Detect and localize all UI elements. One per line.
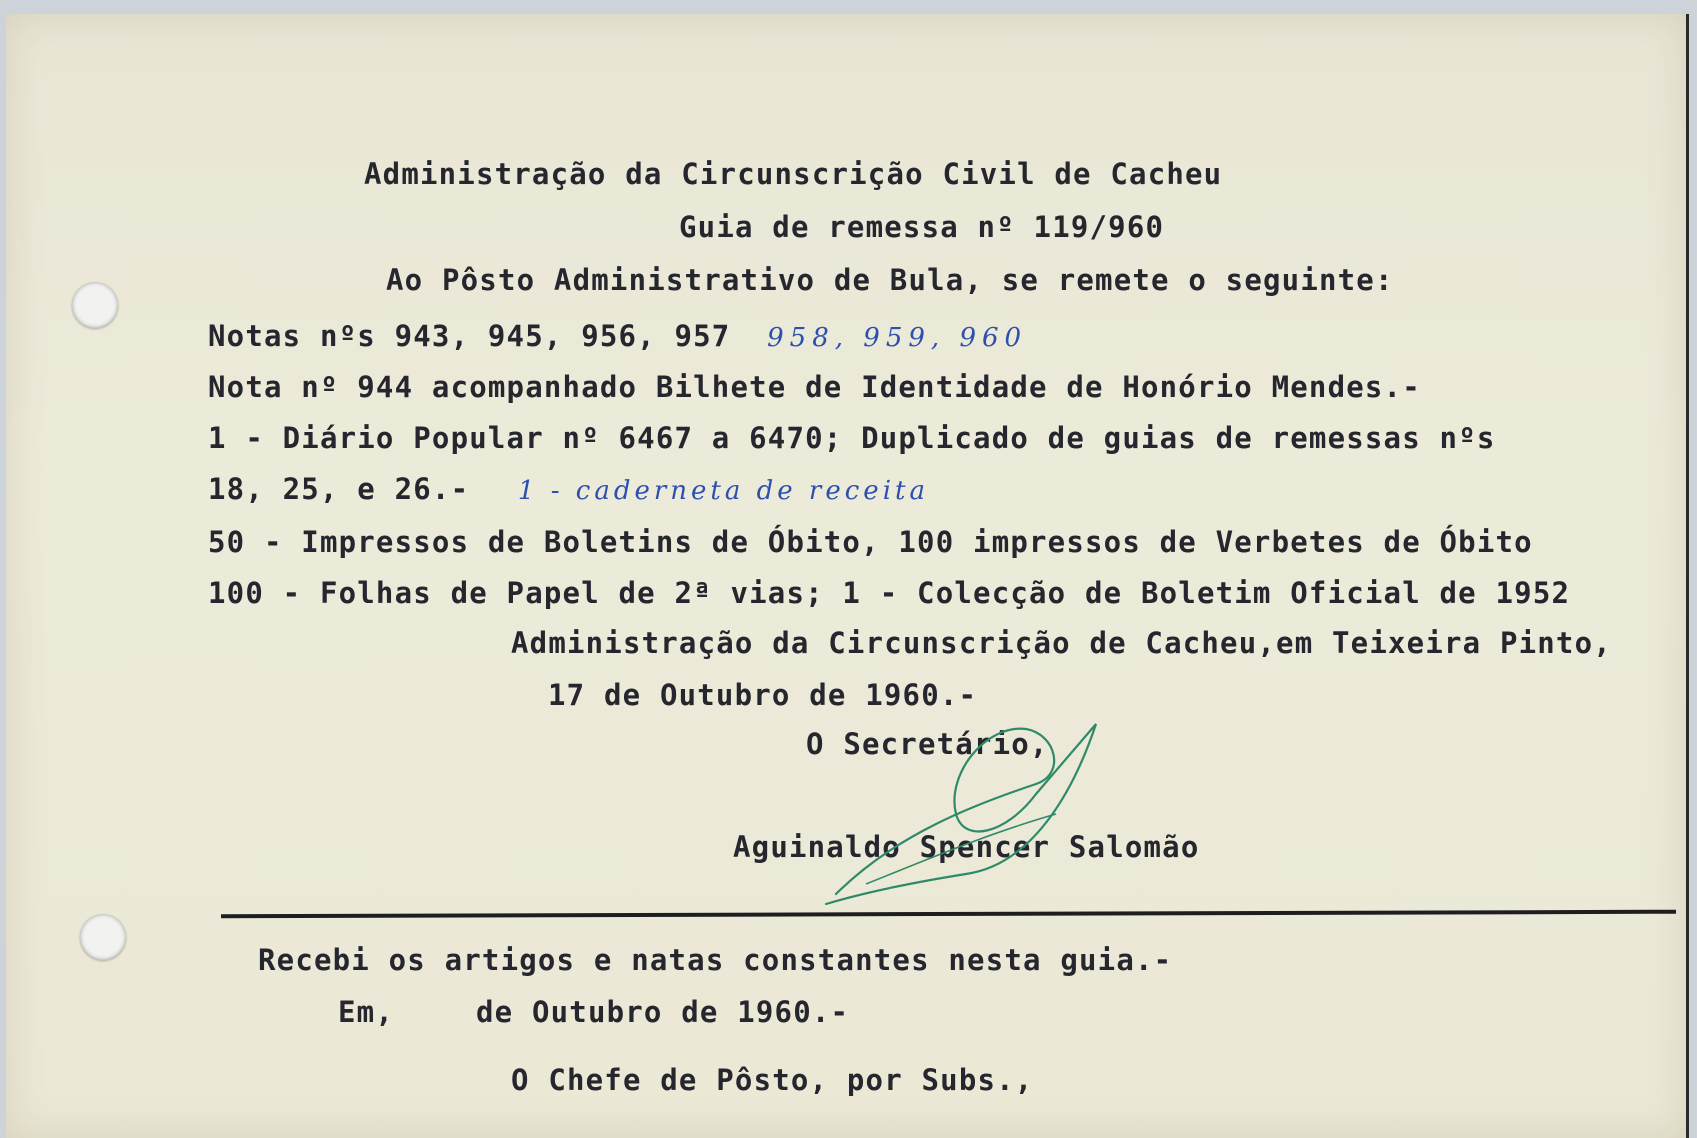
diario-line: 1 - Diário Popular nº 6467 a 6470; Duplicado de guias de remessas nºs [208, 421, 1496, 455]
folhas-line: 100 - Folhas de Papel de 2ª vias; 1 - Colecção de Boletim Oficial de 1952 [208, 576, 1571, 610]
separator-rule [221, 910, 1676, 919]
notes-line [208, 319, 1027, 353]
secretary-name: Aguinaldo Spencer Salomão [733, 830, 1200, 864]
punch-hole-top [72, 282, 118, 328]
impressos-line: 50 - Impressos de Boletins de Óbito, 100 impressos de Verbetes de Óbito [208, 525, 1533, 559]
place-line: Administração da Circunscrição de Cacheu,em Teixeira Pinto, [511, 626, 1612, 660]
remessas-handwritten: 1 - caderneta de receita [517, 476, 929, 506]
signature-mark [806, 714, 1126, 914]
nota-944-line: Nota nº 944 acompanhado Bilhete de Identidade de Honório Mendes.- [208, 370, 1421, 404]
header-title: Administração da Circunscrição Civil de Cacheu [364, 157, 1223, 191]
receipt-chief: O Chefe de Pôsto, por Subs., [511, 1063, 1034, 1097]
document-page [6, 14, 1689, 1138]
notes-handwritten: 958, 959, 960 [767, 323, 1028, 353]
receipt-date: de Outubro de 1960.- [476, 995, 850, 1029]
receipt-text: Recebi os artigos e natas constantes nesta guia.- [258, 943, 1173, 977]
notes-typed: Notas nºs 943, 945, 956, 957 [208, 319, 731, 353]
intro-line: Ao Pôsto Administrativo de Bula, se remete o seguinte: [386, 263, 1394, 297]
punch-hole-bottom [80, 914, 126, 960]
remessas-typed: 18, 25, e 26.- [208, 472, 470, 506]
receipt-em: Em, [338, 995, 394, 1029]
secretary-title: O Secretário, [806, 727, 1049, 761]
remessas-line [208, 472, 929, 506]
guide-number: Guia de remessa nº 119/960 [679, 210, 1165, 244]
date-line: 17 de Outubro de 1960.- [548, 678, 978, 712]
